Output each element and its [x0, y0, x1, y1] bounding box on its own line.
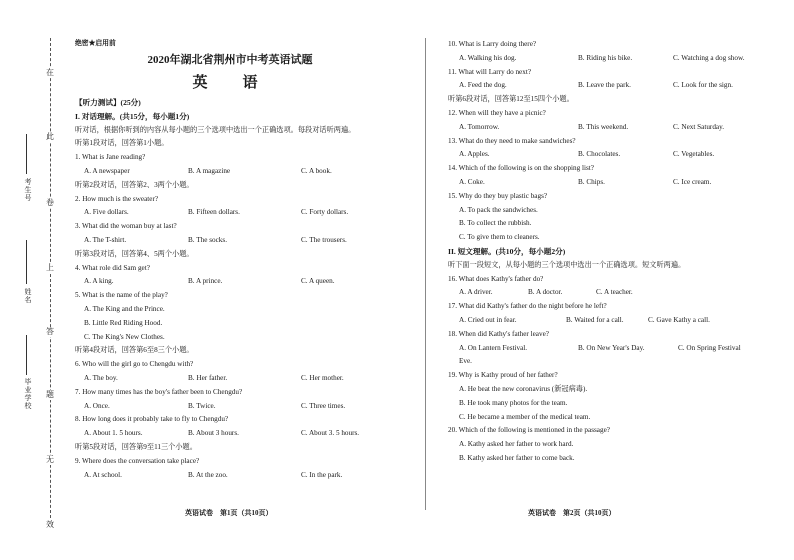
exam-title: 2020年湖北省荆州市中考英语试题	[147, 54, 313, 66]
instruction: 听下面一段短文，从每小题的三个选项中选出一个正确选项。短文听两遍。	[448, 260, 686, 269]
instruction: 听第1段对话，回答第1小题。	[75, 139, 169, 148]
question: 18. When did Kathy's father leave?	[448, 329, 549, 338]
option: B. Chocolates.	[578, 150, 621, 159]
option: B. He took many photos for the team.	[459, 398, 568, 407]
name-label: 姓名	[24, 288, 32, 304]
option: B. Fifteen dollars.	[188, 208, 240, 217]
question: 10. What is Larry doing there?	[448, 40, 537, 48]
options-row	[75, 400, 405, 414]
option: A. Five dollars.	[84, 208, 129, 217]
option: C. Gave Kathy a call.	[648, 315, 710, 324]
binding-char: 卷	[42, 198, 58, 208]
section-heading: 【听力测试】(25分)	[75, 98, 141, 107]
part-heading: II. 短文理解。(共10分，每小题2分)	[448, 246, 566, 256]
option: C. Look for the sign.	[673, 81, 733, 90]
binding-char: 此	[42, 132, 58, 142]
option: A. Feed the dog.	[459, 81, 507, 90]
binding-char: 答	[42, 327, 58, 337]
option: B. A magazine	[188, 166, 231, 175]
instruction: 听第4段对话，回答第6至8三个小题。	[75, 346, 194, 355]
option: C. About 3. 5 hours.	[301, 429, 360, 438]
option: B. Waited for a call.	[566, 315, 624, 324]
option: B. Twice.	[188, 401, 216, 410]
school-line	[26, 335, 27, 375]
binding-char: 在	[42, 68, 58, 78]
option: A. To pack the sandwiches.	[459, 205, 538, 214]
option: A. A driver.	[459, 288, 493, 297]
page-footer-2: 英语试卷 第2页（共10页）	[528, 509, 616, 517]
question: 6. Who will the girl go to Chengdu with?	[75, 360, 194, 369]
right-column	[448, 38, 778, 466]
part-heading: I. 对话理解。(共15分，每小题1分)	[75, 111, 190, 121]
options-row	[75, 427, 405, 441]
question: 13. What do they need to make sandwiches?	[448, 136, 576, 145]
options-row	[448, 342, 778, 356]
options-row	[75, 469, 405, 483]
option: A. Kathy asked her father to work hard.	[459, 440, 574, 449]
option: A. The King and the Prince.	[84, 304, 165, 313]
binding-char: 无	[42, 455, 58, 465]
question: 5. What is the name of the play?	[75, 291, 168, 300]
option: C. In the park.	[301, 470, 343, 479]
options-row	[448, 121, 778, 135]
options-row	[448, 176, 778, 190]
option: A. Cried out in fear.	[459, 315, 517, 324]
question: 11. What will Larry do next?	[448, 67, 532, 76]
option: C. He became a member of the medical team.	[459, 412, 591, 421]
option: A. Coke.	[459, 177, 485, 186]
option: C. A queen.	[301, 277, 335, 286]
instruction: 听第3段对话，回答第4、5两个小题。	[75, 249, 194, 258]
option-continuation: Eve.	[459, 357, 472, 366]
option: A. Tomorrow.	[459, 122, 500, 131]
option: C. To give them to cleaners.	[459, 233, 540, 242]
subject-title: 英 语	[192, 75, 268, 91]
option: B. The socks.	[188, 235, 227, 244]
question: 3. What did the woman buy at last?	[75, 222, 177, 231]
option: C. On Spring Festival	[678, 343, 741, 352]
question: 4. What role did Sam get?	[75, 263, 150, 272]
student-id-label: 考生号	[24, 178, 32, 202]
question: 15. Why do they buy plastic bags?	[448, 191, 548, 200]
page-footer-1: 英语试卷 第1页（共10页）	[185, 509, 273, 517]
option: C. Forty dollars.	[301, 208, 349, 217]
question: 1. What is Jane reading?	[75, 153, 146, 162]
student-id-line	[26, 134, 27, 174]
options-row	[75, 372, 405, 386]
option: B. Leave the park.	[578, 81, 631, 90]
option: A. Walking his dog.	[459, 53, 517, 62]
option: B. A doctor.	[528, 288, 563, 297]
left-column	[75, 38, 405, 482]
question: 12. When will they have a picnic?	[448, 108, 546, 117]
binding-char: 效	[42, 520, 58, 530]
option: C. Ice cream.	[673, 177, 712, 186]
option: B. On New Year's Day.	[578, 343, 645, 352]
option: B. This weekend.	[578, 122, 629, 131]
options-row	[75, 275, 405, 289]
options-row	[448, 286, 778, 300]
option: A. Apples.	[459, 150, 490, 159]
options-row	[448, 314, 778, 328]
options-row	[75, 165, 405, 179]
column-divider	[425, 38, 426, 510]
option: C. The King's New Clothes.	[84, 332, 165, 341]
option: B. About 3 hours.	[188, 429, 239, 438]
option: C. Three times.	[301, 401, 346, 410]
option: A. About 1. 5 hours.	[84, 429, 143, 438]
instruction: 听第2段对话，回答第2、3两个小题。	[75, 180, 194, 189]
option: B. Kathy asked her father to come back.	[459, 453, 575, 462]
option: A. A newspaper	[84, 166, 130, 175]
secret-mark: 绝密★启用前	[75, 40, 116, 47]
question: 8. How long does it probably take to fly to Chengdu?	[75, 415, 229, 424]
question: 2. How much is the sweater?	[75, 194, 159, 203]
instruction: 听对话，根据你听到的内容从每小题的三个选项中选出一个正确选项。每段对话听两遍。	[75, 125, 356, 134]
name-line	[26, 240, 27, 284]
option: B. Chips.	[578, 177, 605, 186]
option: A. He beat the new coronavirus (新冠病毒).	[459, 384, 588, 393]
binding-char: 题	[42, 390, 58, 400]
option: C. Watching a dog show.	[673, 53, 745, 62]
option: C. A teacher.	[596, 288, 633, 297]
options-row	[75, 206, 405, 220]
option: B. Her father.	[188, 373, 228, 382]
option: B. Little Red Riding Hood.	[84, 318, 163, 327]
instruction: 听第6段对话，回答第12至15四个小题。	[448, 95, 574, 104]
question: 20. Which of the following is mentioned in the passage?	[448, 426, 610, 435]
option: A. On Lantern Festival.	[459, 343, 528, 352]
option: A. A king.	[84, 277, 114, 286]
options-row	[448, 79, 778, 93]
option: A. At school.	[84, 470, 122, 479]
instruction: 听第5段对话，回答第9至11三个小题。	[75, 442, 197, 451]
option: A. The boy.	[84, 373, 118, 382]
option: C. A book.	[301, 166, 332, 175]
option: C. Her mother.	[301, 373, 344, 382]
option: B. Riding his bike.	[578, 53, 633, 62]
question: 9. Where does the conversation take place?	[75, 456, 200, 465]
options-row	[448, 52, 778, 66]
option: C. Next Saturday.	[673, 122, 725, 131]
option: B. A prince.	[188, 277, 223, 286]
binding-margin	[0, 30, 72, 530]
question: 19. Why is Kathy proud of her father?	[448, 371, 558, 380]
question: 16. What does Kathy's father do?	[448, 274, 544, 283]
option: B. At the zoo.	[188, 470, 228, 479]
question: 17. What did Kathy's father do the night before he left?	[448, 302, 607, 311]
option: A. The T-shirt.	[84, 235, 127, 244]
options-row	[75, 234, 405, 248]
option: C. The trousers.	[301, 235, 347, 244]
option: B. To collect the rubbish.	[459, 219, 532, 228]
options-row	[448, 148, 778, 162]
binding-char: 上	[42, 263, 58, 273]
question: 14. Which of the following is on the shopping list?	[448, 164, 594, 173]
option: A. Once.	[84, 401, 110, 410]
question: 7. How many times has the boy's father been to Chengdu?	[75, 387, 243, 396]
school-label: 毕业学校	[24, 378, 32, 410]
option: C. Vegetables.	[673, 150, 715, 159]
